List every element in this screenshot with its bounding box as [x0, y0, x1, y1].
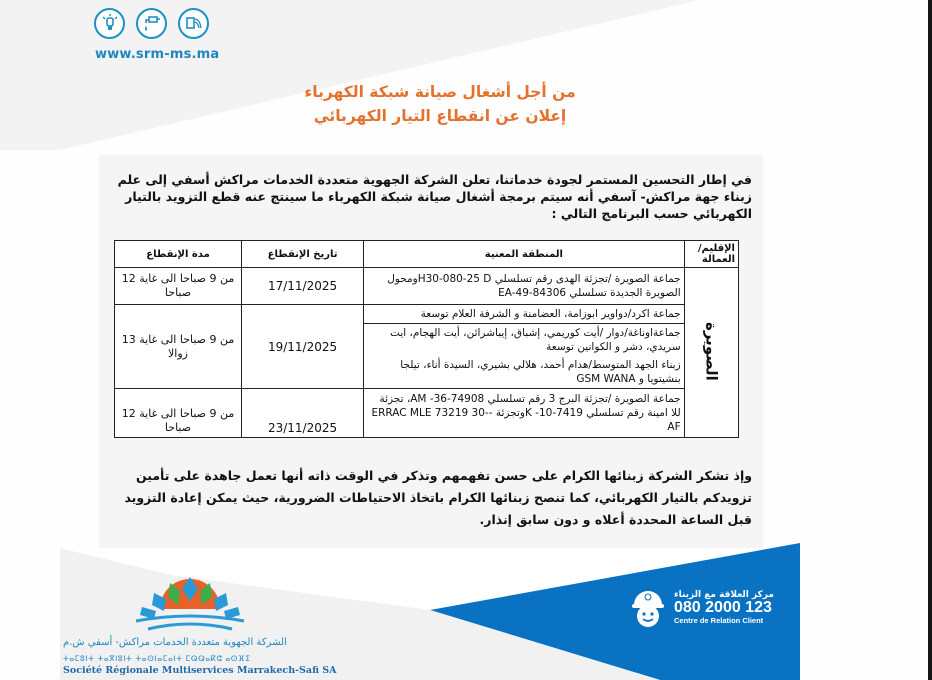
duration-cell: من 9 صباحا الى غاية 12 صباحا — [115, 268, 242, 305]
region-label: الصويرة — [702, 321, 721, 381]
duration-cell: من 9 صباحا الى غاية 13 زوالا — [115, 305, 242, 389]
lightbulb-icon — [94, 8, 125, 39]
outage-schedule-table — [114, 240, 739, 438]
table-row — [115, 305, 739, 324]
zone-cell: جماعة اكرد/دواوير ابوزامة، العضامنة و الشرفة العلام توسعة — [364, 305, 685, 324]
closing-paragraph: وإذ تشكر الشركة زبنائها الكرام على حسن تفهمهم وتذكر في الوقت ذاته أنها تعمل جاهدة على تأمين تزويدكم بالتيار الكهربائي، كما تنصح زبنائها الكرام باتخاذ الاحتياطات الضرورية، حيث يمكن إعادة التزويد قبل الساعة المحددة أعلاه و دون سابق إنذار. — [124, 468, 752, 527]
company-logo — [130, 575, 250, 635]
header-date: تاريخ الإنقطاع — [242, 241, 364, 268]
company-name-arabic: الشركة الجهوية متعددة الخدمات مراكش- أسفي ش.م — [63, 637, 287, 648]
zone-cell: جماعةاوناغة/دوار /أيت كوريمي، إشباق، إيباشرائن، أيت الهجام، ايت سريدي، دشر و الكوانين توسعة — [364, 324, 685, 357]
sanitation-pipe-icon — [178, 8, 209, 39]
title-line-1: من أجل أشغال صيانة شبكة الكهرباء — [304, 83, 576, 101]
company-name-french: Société Régionale Multiservices Marrakech-Safi SA — [63, 665, 337, 676]
contact-label-french: Centre de Relation Client — [674, 615, 764, 625]
table-row — [115, 268, 739, 305]
contact-phone-number[interactable]: 080 2000 123 — [674, 598, 772, 616]
zone-cell: جماعة الصويرة /تجزئة الهدى رقم تسلسلي H30-080-25 Dومحول الصويرة الجديدة تسلسلي EA-49-84306 — [364, 268, 685, 305]
zone-cell: جماعة الصويرة /تجزئة البرج 3 رقم تسلسلي 74908-36- AM، تجزئة للا امينة رقم تسلسلي 7419-10- Kوتجزئة -ERRAC MLE 73219 30-AF — [364, 389, 685, 438]
date-cell: 23/11/2025 — [242, 389, 364, 438]
customer-contact — [628, 585, 774, 629]
company-name-tifinagh: ⵜⴰⵎⵓⵏⵜ ⵜⴰⴳⵏⵓⵏⵜ ⵜⴰⵙⵏⴰⵎⴰⵏⵜ ⵎⵕⵕⴰⴽⵛ ⴰⵙⴼⵉ — [63, 654, 251, 663]
date-cell: 17/11/2025 — [242, 268, 364, 305]
customer-service-mascot-icon — [628, 585, 668, 629]
contact-label-arabic: مركز العلاقة مع الزبناء — [674, 589, 774, 600]
title-line-2: إعلان عن انقطاع التيار الكهربائي — [313, 107, 567, 125]
water-tap-icon — [136, 8, 167, 39]
duration-cell: من 9 صباحا الى غاية 12 صباحا — [115, 389, 242, 438]
page-title — [200, 80, 680, 128]
zone-cell: زبناء الجهد المتوسط/هدام أحمد، هلالي بشيري، السيدة أناء، تيلجا بنشيتويا و GSM WANA — [364, 356, 685, 389]
intro-paragraph: في إطار التحسين المستمر لجودة خدماتنا، تعلن الشركة الجهوية متعددة الخدمات مراكش أسفي إلى علم زبناء جهة مراكش- آسفي أنه سيتم برمجة أشغال صيانة شبكة الكهرباء ما سينتج عنه قطع التزويد بالتيار الكهربائي حسب البرنامج التالي : — [117, 172, 752, 221]
service-icons — [94, 8, 209, 39]
region-cell — [684, 268, 738, 438]
date-cell: 19/11/2025 — [242, 305, 364, 389]
website-url[interactable]: www.srm-ms.ma — [95, 47, 220, 62]
header-region: الإقليم/العمالة — [684, 241, 738, 268]
header-zone: المنطقة المعنية — [364, 241, 685, 268]
table-row — [115, 389, 739, 438]
table-header-row — [115, 241, 739, 268]
header-duration: مدة الإنقطاع — [115, 241, 242, 268]
